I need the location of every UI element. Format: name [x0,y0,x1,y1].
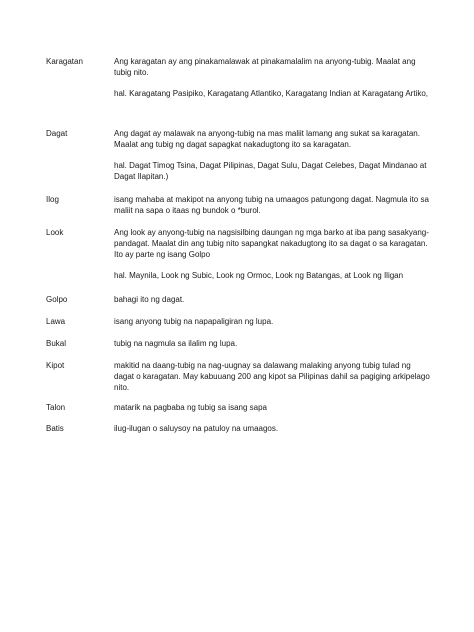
term-label: Talon [46,403,66,412]
definition-paragraph: makitid na daang-tubig na nag-uugnay sa dalawang malaking anyong tubig tulad ng dagat o karagatan. May kabuuang 200 ang kipot sa Pilipinas dahil sa pagiging arkipelago nito. [114,361,430,392]
term-label: Ilog [46,195,59,204]
definition [114,402,430,413]
definition [114,423,430,434]
term-label: Bukal [46,339,67,348]
definition-paragraph: isang mahaba at makipot na anyong tubig na umaagos patungong dagat. Nagmula ito sa maliit na sapa o itaas ng bundok o *burol. [114,195,429,215]
definition-paragraph: Ang look ay anyong-tubig na nagsisilbing daungan ng mga barko at iba pang sasakyang-pandagat. Maalat din ang tubig nito sapangkat nakadugtong ito sa dagat o sa karagatan. Ito ay parte ng isang Golpo [114,228,429,259]
definition [114,128,430,182]
definition [114,338,430,349]
definition [114,316,430,327]
definition-paragraph: tubig na nagmula sa ilalim ng lupa. [114,339,238,348]
term-label: Karagatan [46,57,83,66]
example-paragraph: hal. Karagatang Pasipiko, Karagatang Atlantiko, Karagatang Indian at Karagatang Artiko, [114,89,428,98]
definition-paragraph: bahagi ito ng dagat. [114,295,185,304]
term-label: Kipot [46,361,65,370]
example-paragraph: hal. Dagat Timog Tsina, Dagat Pilipinas, Dagat Sulu, Dagat Celebes, Dagat Mindanao at Dagat Ilapitan.) [114,161,427,181]
definition-paragraph: Ang karagatan ay ang pinakamalawak at pinakamalalim na anyong-tubig. Maalat ang tubig nito. [114,57,416,77]
definition [114,294,430,305]
definition [114,194,430,216]
example-paragraph: hal. Maynila, Look ng Subic, Look ng Ormoc, Look ng Batangas, at Look ng Iligan [114,271,404,280]
definition [114,360,430,393]
definition-paragraph: Ang dagat ay malawak na anyong-tubig na mas maliit lamang ang sukat sa karagatan. Maalat ang tubig ng dagat sapagkat nakadugtong ito sa karagatan. [114,129,420,149]
term-label: Golpo [46,295,68,304]
definition [114,227,430,281]
definition-paragraph: ilug-ilugan o saluysoy na patuloy na umaagos. [114,424,279,433]
term-label: Lawa [46,317,66,326]
term-label: Dagat [46,129,68,138]
definition [114,56,430,99]
definition-paragraph: matarik na pagbaba ng tubig sa isang sapa [114,403,267,412]
term-label: Batis [46,424,64,433]
definition-paragraph: isang anyong tubig na napapaligiran ng lupa. [114,317,274,326]
term-label: Look [46,228,64,237]
